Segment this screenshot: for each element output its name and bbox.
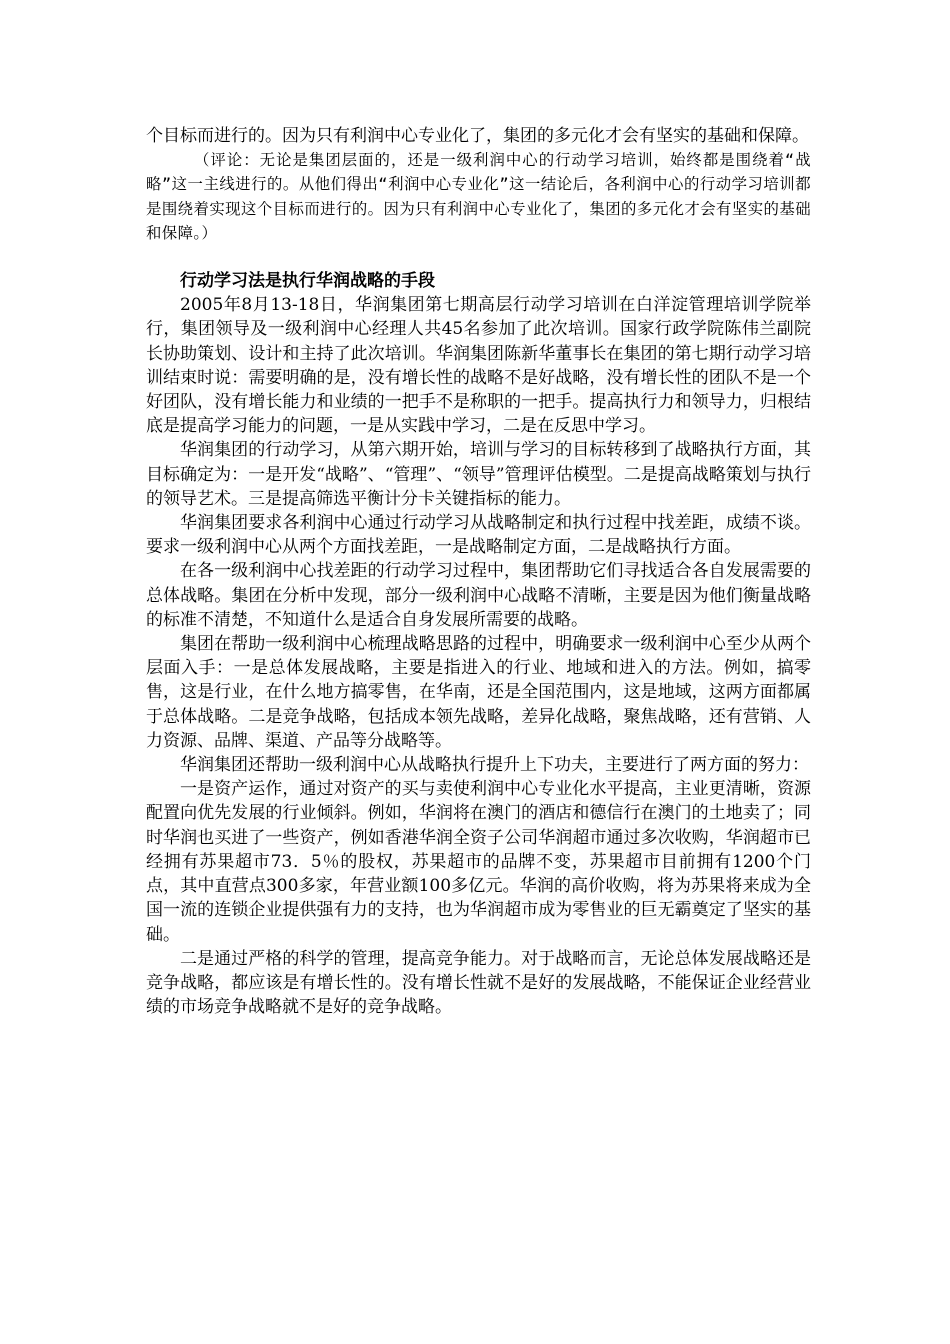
document-page	[146, 124, 811, 1019]
paragraph-overall-strategy: 在各一级利润中心找差距的行动学习过程中，集团帮助它们寻找适合各自发展需要的总体战略。集团在分析中发现，部分一级利润中心战略不清晰，主要是因为他们衡量战略的标准不清楚，不知道什么是适合自身发展所需要的战略。	[146, 561, 811, 630]
paragraph-execution-efforts: 华润集团还帮助一级利润中心从战略执行提升上下功夫，主要进行了两方面的努力：	[180, 755, 809, 776]
paragraph-training-event: 2005年8月13-18日，华润集团第七期高层行动学习培训在白洋淀管理培训学院举行，集团领导及一级利润中心经理人共45名参加了此次培训。国家行政学院陈伟兰副院长协助策划、设计和主持了此次培训。华润集团陈新华董事长在集团的第七期行动学习培训结束时说：需要明确的是，没有增长性的战略不是好战略，没有增长性的团队不是一个好团队，没有增长能力和业绩的一把手不是称职的一把手。提高执行力和领导力，归根结底是提高学习能力的问题，一是从实践中学习，二是在反思中学习。	[146, 295, 811, 437]
paragraph-continuation: 个目标而进行的。因为只有利润中心专业化了，集团的多元化才会有坚实的基础和保障。	[146, 126, 809, 146]
paragraph-training-goals: 华润集团的行动学习，从第六期开始，培训与学习的目标转移到了战略执行方面，其目标确定为：一是开发“战略”、“管理”、“领导”管理评估模型。二是提高战略策划与执行的领导艺术。三是提高筛选平衡计分卡关键指标的能力。	[146, 440, 811, 509]
section-heading: 行动学习法是执行华润战略的手段	[180, 271, 435, 292]
paragraph-strategy-levels: 集团在帮助一级利润中心梳理战略思路的过程中，明确要求一级利润中心至少从两个层面入手：一是总体发展战略，主要是指进入的行业、地域和进入的方法。例如，搞零售，这是行业，在什么地方搞零售，在华南，还是全国范围内，这是地域，这两方面都属于总体战略。二是竞争战略，包括成本领先战略，差异化战略，聚焦战略，还有营销、人力资源、品牌、渠道、产品等分战略等。	[146, 634, 811, 751]
paragraph-asset-operation: 一是资产运作，通过对资产的买与卖使利润中心专业化水平提高，主业更清晰，资源配置向优先发展的行业倾斜。例如，华润将在澳门的酒店和德信行在澳门的土地卖了；同时华润也买进了一些资产，例如香港华润全资子公司华润超市通过多次收购，华润超市已经拥有苏果超市73．5％的股权，苏果超市的品牌不变，苏果超市目前拥有1200个门点，其中直营点300多家，年营业额100多亿元。华润的高价收购，将为苏果将来成为全国一流的连锁企业提供强有力的支持，也为华润超市成为零售业的巨无霸奠定了坚实的基础。	[146, 779, 811, 945]
comment-paragraph: （评论：无论是集团层面的，还是一级利润中心的行动学习培训，始终都是围绕着“战略”这一主线进行的。从他们得出“利润中心专业化”这一结论后，各利润中心的行动学习培训都是围绕着实现这个目标而进行的。因为只有利润中心专业化了，集团的多元化才会有坚实的基础和保障。）	[146, 151, 811, 242]
paragraph-find-gaps: 华润集团要求各利润中心通过行动学习从战略制定和执行过程中找差距，成绩不谈。要求一级利润中心从两个方面找差距，一是战略制定方面，二是战略执行方面。	[146, 513, 811, 558]
paragraph-scientific-management: 二是通过严格的科学的管理，提高竞争能力。对于战略而言，无论总体发展战略还是竞争战略，都应该是有增长性的。没有增长性就不是好的发展战略，不能保证企业经营业绩的市场竞争战略就不是好的竞争战略。	[146, 948, 811, 1018]
